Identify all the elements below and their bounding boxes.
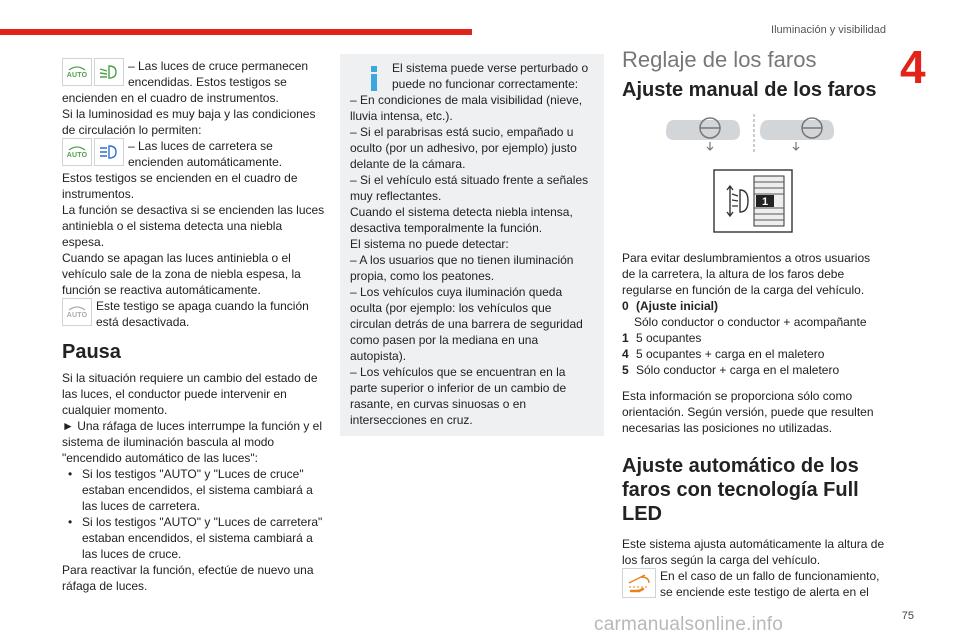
info-line: – Los vehículos que se encuentran en la parte superior o inferior de un cambio de rasante, en curvas sinuosas o en intersecciones en cruz. [350,365,567,427]
warning-row-low-beam [62,58,326,90]
high-beam-text: – Las luces de carretera se encienden automáticamente. [128,139,283,169]
auto-off-icon [62,298,92,326]
steering-wheel-illustration [622,110,886,158]
info-heading: El sistema puede verse perturbado o puede no funcionar correctamente: [392,61,589,91]
figure-adjust-wheel [622,166,886,238]
wheel-position-label: 1 [761,196,769,208]
info-line: El sistema no puede detectar: [350,237,509,251]
paragraph: La función se desactiva si se encienden las luces antiniebla o el sistema detecta una niebla espesa. [62,203,325,249]
paragraph: Para reactivar la función, efectúe de nuevo una ráfaga de luces. [62,563,314,593]
watermark: carmanualsonline.info [594,614,784,635]
section-title: Iluminación y visibilidad [771,24,886,36]
page-number: 75 [901,610,914,622]
auto-icon-label: AUTO [66,152,88,159]
headlamp-fault-icon [622,568,656,598]
list-item: • Si los testigos "AUTO" y "Luces de carretera" estaban encendidos, el sistema cambiará a las luces de cruce. [78,514,326,562]
high-beam-icon [94,138,124,166]
paragraph: Para evitar deslumbramientos a otros usuarios de la carretera, la altura de los faros debe regularse en función de la carga del vehículo. [622,251,871,297]
paragraph: Cuando se apagan las luces antiniebla o el vehículo sale de la zona de niebla espesa, la función se reactiva automáticamente. [62,251,301,297]
warning-row-high-beam [62,138,326,170]
warning-row-headlamp-fault [622,568,886,600]
low-beam-text: – Las luces de cruce permanecen encendidas. Estos testigos se [128,59,309,89]
column-left [62,58,326,594]
list-item: • Si los testigos "AUTO" y "Luces de cruce" estaban encendidos, el sistema cambiará a las luces de carretera. [78,466,326,514]
heading-reglaje: Reglaje de los faros [622,47,817,72]
list-item: 1 5 ocupantes [622,331,702,345]
list-item: 4 5 ocupantes + carga en el maletero [622,347,825,361]
paragraph: encienden en el cuadro de instrumentos. [62,91,279,105]
info-line: – Si el parabrisas está sucio, empañado u oculto (por un adhesivo, por ejemplo) justo delante de la cámara. [350,125,577,171]
info-line: – En condiciones de mala visibilidad (nieve, lluvia intensa, etc.). [350,93,583,123]
info-line: Cuando el sistema detecta niebla intensa, desactiva temporalmente la función. [350,205,573,235]
info-icon [364,66,384,92]
auto-icon-label: AUTO [66,312,88,319]
bullet-list [62,466,326,562]
figure-steering-wheels [622,110,886,158]
heading-ajuste-automatico: Ajuste automático de los faros con tecnología Full LED [622,455,859,525]
heading-ajuste-manual: Ajuste manual de los faros [622,79,877,101]
auto-icon [62,138,92,166]
list-item: 5 Sólo conductor + carga en el maletero [622,363,840,377]
info-line: – Los vehículos cuya iluminación queda oculta (por ejemplo: los vehículos que circulan detrás de una barrera de seguridad como pasen por la mediana en una autopista). [350,285,583,363]
auto-off-text: Este testigo se apaga cuando la función está desactivada. [96,299,309,329]
chapter-number: 4 [900,41,926,93]
paragraph: Esta información se proporciona sólo como orientación. Según versión, puede que resulten necesarias las posiciones no utilizadas. [622,389,874,435]
auto-icon [62,58,92,86]
warning-row-auto-off [62,298,326,330]
column-right [622,47,886,600]
paragraph: Estos testigos se encienden en el cuadro de instrumentos. [62,171,298,201]
heading-pausa: Pausa [62,341,121,363]
paragraph: Si la luminosidad es muy baja y las condiciones de circulación lo permiten: [62,107,316,137]
header-red-bar [0,29,472,35]
headlamp-fault-text: En el caso de un fallo de funcionamiento, se enciende este testigo de alerta en el [660,569,880,599]
auto-icon-label: AUTO [66,72,88,79]
list-item: 0 (Ajuste inicial) [622,299,719,313]
headlamp-adjust-wheel-illustration [622,166,886,238]
info-line: – Si el vehículo está situado frente a señales muy reflectantes. [350,173,589,203]
info-line: – A los usuarios que no tienen iluminación propia, como los peatones. [350,253,574,283]
paragraph: Este sistema ajusta automáticamente la altura de los faros según la carga del vehículo. [622,537,885,567]
list-item-desc: Sólo conductor o conductor + acompañante [634,315,867,329]
paragraph: Si la situación requiere un cambio del estado de las luces, el conductor puede intervenir en cualquier momento. [62,371,318,417]
load-positions-list [622,298,886,378]
info-box [340,54,604,436]
low-beam-icon [94,58,124,86]
paragraph: ► Una ráfaga de luces interrumpe la función y el sistema de iluminación bascula al modo "encendido automático de las luces": [62,419,323,465]
